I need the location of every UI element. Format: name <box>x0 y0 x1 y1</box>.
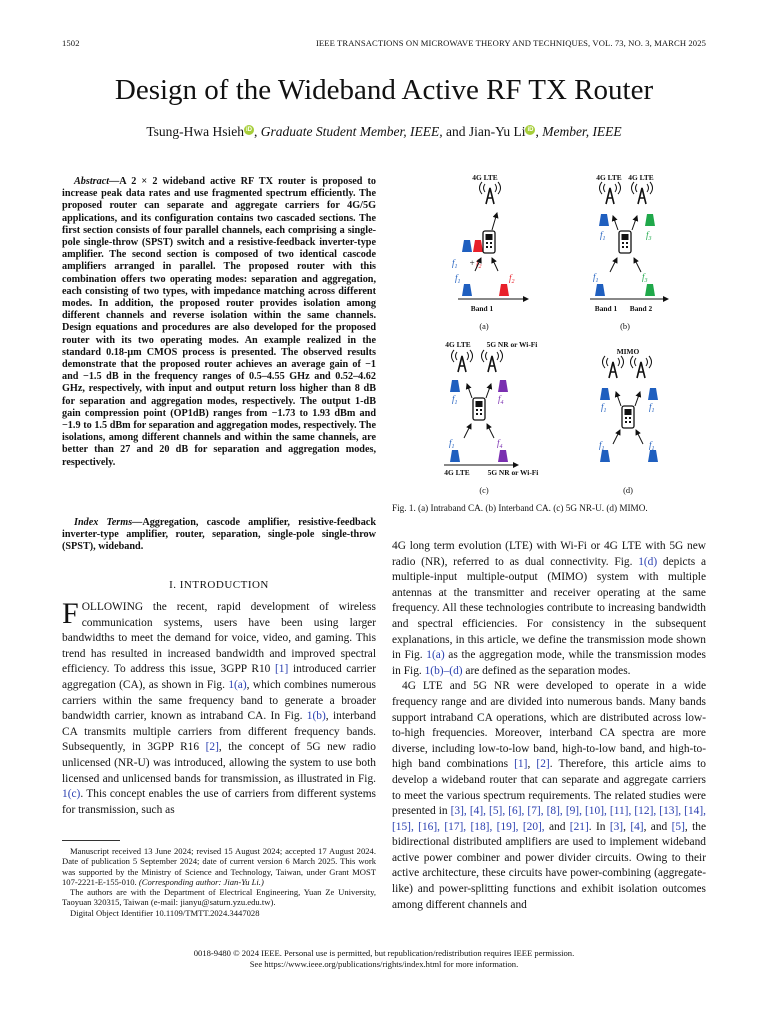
arrow <box>636 430 643 444</box>
carrier-f1 <box>450 450 460 462</box>
body-text: introduced carrier aggregation (CA), as shown in Fig. <box>62 663 377 691</box>
arrow <box>613 216 618 230</box>
body-paragraph: 4G long term evolution (LTE) with Wi-Fi or 4G LTE with 5G new radio (NR), referred to as dual connectivity. Fig. 1(d) depicts a multiple-input multiple-output (MIMO) system with multiple antennas at the transmitter and receiver operating at the same frequency. All these technologies contribute to increasing bandwidth and spectral efficiencies. For consistency in the subsequent explanations, in this article, we define the transmission mode shown in Fig. 1(a) as the aggregation mode, while the transmission modes in Fig. 1(b)–(d) are defined as the separation modes. <box>392 540 707 677</box>
label-4g-lte: 4G LTE <box>596 173 622 182</box>
abstract-text: A 2 × 2 wideband active RF TX router is proposed to increase peak data rates and use fragmented spectrum efficiently. The proposed router can separate and aggregate carriers for 4G/5G applications, and its configuration contains two cascaded sections. The first section consists of four parallel channels, each comprising a single-pole single-throw (SPST) switch and a resistive-feedback inverter-type amplifier. The second section is composed of two identical cascode amplifiers arranged in parallel. The proposed router with this combination offers two operating modes: separation and aggregation, each consisting of two types, with impedance matching across different modes. In addition, the proposed router provides isolation among different channels and reverse isolation within the same channels. Design equations and procedures are also developed for the proposed router with its two operating modes. An example realized in the standard 0.18-μm CMOS process is presented. The observed results demonstrate that the proposed router achieves an average gain of −1 and −1.5 dB in the frequency ranges of 0.5–4.55 GHz and 0.52–4.62 GHz, respectively, with input and output return loss higher than 8 dB for separation and aggregation modes, respectively. The output 1-dB gain compression point (OP1dB) ranges from −1.73 to 1.93 dBm and −1.9 to 1.5 dBm for separation and aggregation modes, respectively. The isolations, among different channels and within the same channels, are better than 27 and 20 dB for separation and aggregation modes, respectively. <box>62 176 376 468</box>
label-f3: $f_3$ <box>642 272 648 284</box>
arrow <box>464 424 471 438</box>
label-4g-lte: 4G LTE <box>628 173 654 182</box>
page-number: 1502 <box>62 38 80 48</box>
citation-link[interactable]: [1] <box>275 663 289 676</box>
figure-link[interactable]: 1(a) <box>228 678 247 691</box>
phone-icon <box>473 398 485 420</box>
subfigure-label-d: (d) <box>623 486 633 495</box>
citation-link[interactable]: [4] <box>630 820 644 833</box>
carrier-spectrum-icon <box>462 240 483 252</box>
copyright-line: 0018-9480 © 2024 IEEE. Personal use is permitted, but republication/redistribution requires IEEE permission. <box>193 948 575 958</box>
figure-link[interactable]: 1(a) <box>426 649 445 662</box>
label-f2: $f_2$ <box>476 258 482 270</box>
footnote-manuscript <box>62 846 376 887</box>
carrier-f2 <box>473 240 483 252</box>
label-f4: $f_4$ <box>498 394 504 406</box>
orcid-icon[interactable]: iD <box>245 126 252 133</box>
abstract-lead: Abstract— <box>74 176 120 187</box>
citation-link[interactable]: [2] <box>205 741 219 754</box>
orcid-icon[interactable]: iD <box>527 126 534 133</box>
subfigure-d <box>599 347 658 495</box>
subfigure-label-b: (b) <box>620 322 630 331</box>
phone-icon <box>619 231 631 253</box>
arrow <box>610 258 617 272</box>
index-terms-text: Aggregation, cascode amplifier, resistive-feedback inverter-type amplifier, router, separation, single-pole single-throw (SPST), wideband. <box>62 517 376 553</box>
author-line: Tsung-Hwa Hsieh iD , Graduate Student Member, IEEE, and Jian-Yu Li iD , Member, IEEE <box>146 124 622 139</box>
label-4g-lte: 4G LTE <box>445 340 471 349</box>
label-f1: $f_1$ <box>455 273 461 285</box>
arrow <box>613 430 620 444</box>
arrow <box>632 216 637 230</box>
label-4g-lte: 4G LTE <box>472 173 498 182</box>
index-terms <box>62 517 376 554</box>
subfigure-c <box>444 340 538 495</box>
right-column-text <box>392 539 706 913</box>
body-paragraph: 4G LTE and 5G NR were developed to operate in a wide frequency range and are divided into numerous bands. Many bands support intraband CA operations, which are distributed across low-to-high frequencies. Moreover, interband CA spectra are more diverse, including low-to-low band, high-to-low band, and high-to-high band combinations [1], [2]. Therefore, this article aims to develop a wideband router that can separate and aggregate carriers to meet the various spectrum requirements. The related studies were presented in [3], [4], [5], [6], [7], [8], [9], [10], [11], [12], [13], [14], [15], [16], [17], [18], [19], [20], and [21]. In [3], [4], and [5], the bidirectional distributed amplifiers are used to implement wideband active power combiner and power divider circuits. Owing to their active architecture, these circuits have power-combining (aggregate-like) and power-splitting functions and exhibit isolation outcomes among different channels and <box>392 680 706 911</box>
body-text: , interband CA transmits multiple carriers from different frequency bands. Subsequently, in 3GPP R16 <box>62 710 377 754</box>
label-f1: $f_1$ <box>649 402 655 414</box>
body-text: , which combines numerous carriers within the same frequency band to generate a broader bandwidth carrier, known as intraband CA. In Fig. <box>62 678 376 723</box>
figure-1-graphic <box>392 168 706 498</box>
arrow <box>486 384 491 398</box>
label-band-2: Band 2 <box>629 304 653 313</box>
intro-paragraph <box>62 597 377 818</box>
arrow <box>492 213 497 230</box>
label-band-1: Band 1 <box>470 304 494 313</box>
label-4g-lte: 4G LTE <box>444 468 470 477</box>
phone-icon <box>622 406 634 428</box>
carrier-f2 <box>499 284 509 296</box>
citation-link[interactable]: [5] <box>671 820 685 833</box>
figure-1 <box>392 168 706 498</box>
footnote-text: Manuscript received 13 June 2024; revised 15 August 2024; accepted 17 August 2024. Date of publication 5 September 2024; date of current version 6 March 2025. This work was supported by the Ministry of Science and Technology, Taiwan, under Grant MOST 107-2221-E-155-010. <box>62 846 376 887</box>
arrow <box>635 392 640 406</box>
antenna-icon <box>480 182 501 204</box>
citation-link[interactable]: [21] <box>569 820 589 833</box>
label-f1: $f_1$ <box>449 438 455 450</box>
subfigure-label-c: (c) <box>479 486 489 495</box>
subfigure-b <box>590 173 668 331</box>
label-f1: $f_1$ <box>599 440 605 452</box>
carrier-f4 <box>498 450 508 462</box>
author-name: Jian-Yu Li <box>468 124 526 139</box>
running-header: IEEE TRANSACTIONS ON MICROWAVE THEORY AND TECHNIQUES, VOL. 73, NO. 3, MARCH 2025 <box>315 38 706 48</box>
label-f1: $f_1$ <box>600 230 606 242</box>
label-5g-nr-wifi: 5G NR or Wi-Fi <box>487 468 539 477</box>
figure-caption: Fig. 1. (a) Intraband CA. (b) Interband CA. (c) 5G NR-U. (d) MIMO. <box>392 503 648 513</box>
label-f3: $f_3$ <box>646 230 652 242</box>
carrier-f1 <box>600 388 610 400</box>
antenna-icon <box>600 182 621 204</box>
arrow <box>492 258 498 271</box>
carrier-f1 <box>462 284 472 296</box>
drop-cap: F <box>62 597 79 630</box>
carrier-f3 <box>645 214 655 226</box>
author-affiliation-role: Member, IEEE <box>542 124 622 139</box>
carrier-f1 <box>648 388 658 400</box>
figure-link[interactable]: 1(b)–(d) <box>424 664 463 677</box>
carrier-f1 <box>595 284 605 296</box>
figure-link[interactable]: 1(d) <box>638 555 658 568</box>
figure-link[interactable]: 1(b) <box>306 710 326 723</box>
arrow <box>634 258 641 272</box>
carrier-f1 <box>462 240 472 252</box>
body-text: . This concept enables the use of carriers from different systems for transmission, such as <box>62 788 376 816</box>
label-mimo: MIMO <box>616 347 640 356</box>
paper-title: Design of the Wideband Active RF TX Router <box>114 74 654 106</box>
figure-link[interactable]: 1(c) <box>62 788 81 801</box>
copyright-notice <box>0 948 768 969</box>
footnote-corresponding: (Corresponding author: Jian-Yu Li.) <box>138 876 264 887</box>
antenna-icon <box>632 182 653 204</box>
phone-icon <box>483 231 495 253</box>
author-name: Tsung-Hwa Hsieh <box>146 124 244 139</box>
label-f1: $f_1$ <box>452 258 458 270</box>
arrow <box>487 424 494 438</box>
label-band-1: Band 1 <box>594 304 618 313</box>
carrier-f4 <box>498 380 508 392</box>
label-f4: $f_4$ <box>497 438 503 450</box>
antenna-icon <box>603 356 624 378</box>
citation-link[interactable]: [3], [4], [5], [6], [7], [8], [9], [10], [11], [12], [13], [14], [15], [16], [17], [18], [19], [20], <box>392 805 706 833</box>
citation-link[interactable]: [1] <box>514 758 528 771</box>
label-5g-nr-wifi: 5G NR or Wi-Fi <box>486 340 538 349</box>
body-text: OLLOWING the recent, rapid development of wireless communication systems, users have been using larger bandwidths to meet the demand for voice, video, and gaming. This trend has resulted in increased bandwidth and improved spectral efficiency. To address this issue, 3GPP R10 <box>62 601 376 676</box>
author-conjunction: and <box>445 124 466 139</box>
carrier-f3 <box>645 284 655 296</box>
label-f2: $f_2$ <box>509 273 515 285</box>
index-terms-lead: Index Terms— <box>74 517 143 528</box>
label-f1: $f_1$ <box>593 272 599 284</box>
antenna-icon <box>482 350 503 372</box>
footnotes <box>62 846 376 918</box>
antenna-icon <box>452 350 473 372</box>
subfigure-label-a: (a) <box>479 322 489 331</box>
antenna-icon <box>631 356 652 378</box>
section-heading: I. INTRODUCTION <box>169 579 269 591</box>
label-f1: $f_1$ <box>649 440 655 452</box>
label-f1: $f_1$ <box>452 394 458 406</box>
copyright-link[interactable]: See https://www.ieee.org/publications/rights/index.html for more information. <box>249 958 519 969</box>
arrow <box>616 392 621 406</box>
carrier-f1 <box>450 380 460 392</box>
arrow <box>467 384 472 398</box>
subfigure-a <box>452 173 528 331</box>
citation-link[interactable]: [2] <box>536 758 550 771</box>
footnote-doi: Digital Object Identifier 10.1109/TMTT.2024.3447028 <box>70 907 260 918</box>
label-plus: + <box>469 258 476 268</box>
body-text: , the concept of 5G new radio unlicensed (NR-U) was introduced, allowing the system to use both licensed and unlicensed bands for transmission, as illustrated in Fig. <box>62 741 376 785</box>
abstract <box>62 176 376 469</box>
label-f1: $f_1$ <box>601 402 607 414</box>
footnote-affiliation: The authors are with the Department of Electrical Engineering, Yuan Ze University, Taoyuan 320315, Taiwan (e-mail: jianyu@saturn.yzu.edu.tw). <box>62 887 376 908</box>
footnote-rule <box>62 840 120 841</box>
citation-link[interactable]: [3] <box>609 820 624 833</box>
carrier-f1 <box>599 214 609 226</box>
author-affiliation-role: Graduate Student Member, IEEE, <box>260 124 443 139</box>
